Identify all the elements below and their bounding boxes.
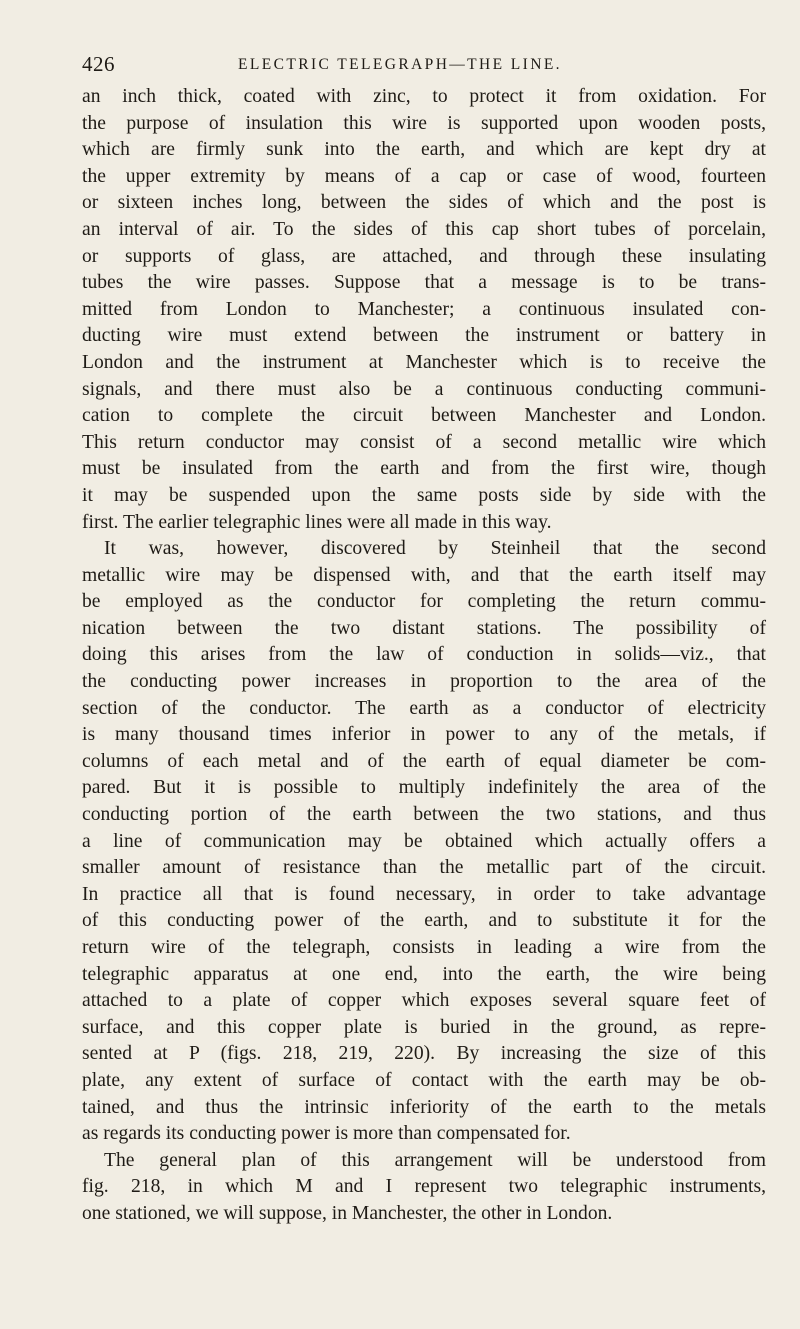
text-line: signals, and there must also be a continuous conducting communi- (82, 378, 766, 400)
text-line: which are firmly sunk into the earth, and which are kept dry at (82, 139, 766, 161)
running-head: ELECTRIC TELEGRAPH—THE LINE. (238, 56, 562, 73)
text-line: must be insulated from the earth and from the first wire, though (82, 458, 766, 480)
text-line: it may be suspended upon the same posts side by side with the (82, 484, 766, 506)
text-line: an interval of air. To the sides of this cap short tubes of porcelain, (82, 218, 766, 240)
text-line: mitted from London to Manchester; a continuous insulated con- (82, 298, 766, 320)
text-line: or sixteen inches long, between the sides of which and the post is (82, 192, 766, 214)
text-line: a line of communication may be obtained which actually offers a (82, 830, 766, 852)
text-line: In practice all that is found necessary, in order to take advantage (82, 883, 766, 905)
text-line: tubes the wire passes. Suppose that a message is to be trans- (82, 272, 766, 294)
paragraph (82, 536, 766, 1148)
text-line: cation to complete the circuit between Manchester and London. (82, 405, 766, 427)
text-line: of this conducting power of the earth, and to substitute it for the (82, 910, 766, 932)
text-line: first. The earlier telegraphic lines were all made in this way. (82, 511, 552, 533)
text-line: doing this arises from the law of conduction in solids—viz., that (82, 644, 766, 666)
text-line: telegraphic apparatus at one end, into the earth, the wire being (82, 963, 766, 985)
text-line: pared. But it is possible to multiply indefinitely the area of the (82, 777, 766, 799)
text-line: sented at P (figs. 218, 219, 220). By increasing the size of this (82, 1043, 766, 1065)
text-line: columns of each metal and of the earth of equal diameter be com- (82, 750, 766, 772)
body-text (82, 84, 766, 1228)
text-line: metallic wire may be dispensed with, and that the earth itself may (82, 564, 766, 586)
text-line: the upper extremity by means of a cap or case of wood, fourteen (82, 165, 766, 187)
paragraph (82, 1148, 766, 1228)
text-line: This return conductor may consist of a second metallic wire which (82, 431, 766, 453)
text-line: plate, any extent of surface of contact with the earth may be ob- (82, 1069, 766, 1091)
text-line: the purpose of insulation this wire is supported upon wooden posts, (82, 112, 766, 134)
text-line: is many thousand times inferior in power to any of the metals, if (82, 724, 766, 746)
text-line: as regards its conducting power is more than compensated for. (82, 1123, 571, 1145)
text-line: conducting portion of the earth between the two stations, and thus (82, 804, 766, 826)
text-line: the conducting power increases in proportion to the area of the (82, 671, 766, 693)
page-header (0, 52, 800, 82)
page-number: 426 (82, 52, 115, 76)
text-line: an inch thick, coated with zinc, to protect it from oxidation. For (82, 86, 766, 107)
text-line: tained, and thus the intrinsic inferiority of the earth to the metals (82, 1096, 766, 1118)
text-line: return wire of the telegraph, consists in leading a wire from the (82, 937, 766, 958)
text-line: surface, and this copper plate is buried in the ground, as repre- (82, 1016, 766, 1038)
text-line: be employed as the conductor for completing the return commu- (82, 591, 766, 613)
text-line: ducting wire must extend between the instrument or battery in (82, 325, 766, 347)
text-line: fig. 218, in which M and I represent two telegraphic instruments, (82, 1176, 766, 1198)
text-line: The general plan of this arrangement will be understood from (104, 1149, 766, 1171)
text-line: attached to a plate of copper which exposes several square feet of (82, 990, 766, 1012)
text-line: smaller amount of resistance than the metallic part of the circuit. (82, 857, 766, 879)
text-line: one stationed, we will suppose, in Manchester, the other in London. (82, 1202, 613, 1224)
text-line: section of the conductor. The earth as a conductor of electricity (82, 697, 766, 719)
text-line: London and the instrument at Manchester which is to receive the (82, 351, 766, 373)
text-line: nication between the two distant stations. The possibility of (82, 617, 766, 639)
paragraph (82, 84, 766, 536)
text-line: It was, however, discovered by Steinheil that the second (104, 538, 766, 560)
text-line: or supports of glass, are attached, and through these insulating (82, 245, 766, 267)
